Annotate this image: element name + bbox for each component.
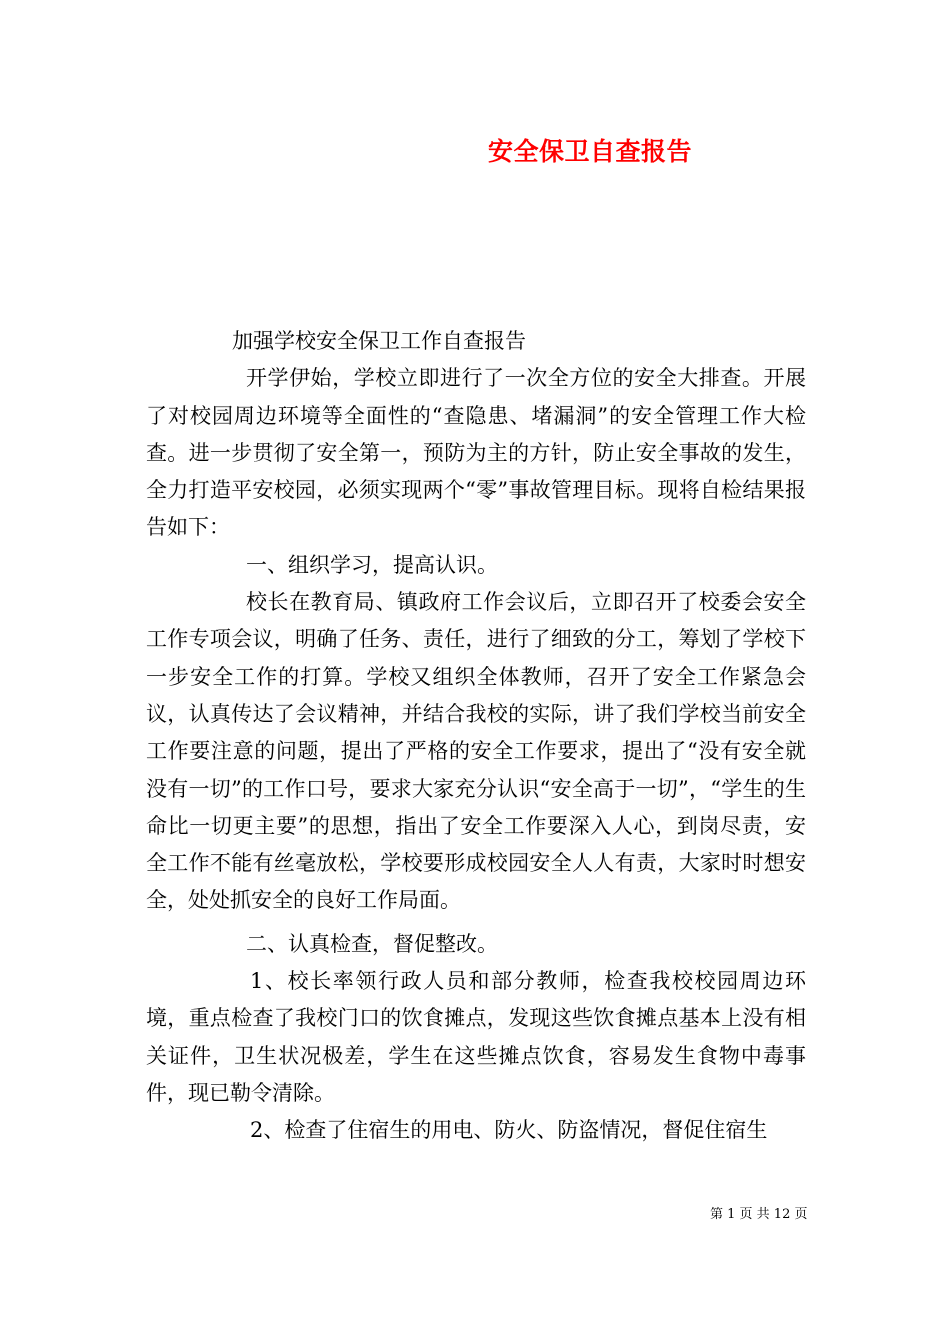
page-number-footer: 第 1 页 共 12 页 <box>710 1207 808 1222</box>
section-2-heading: 二、认真检查，督促整改。 <box>246 931 498 956</box>
section-1-paragraph: 校长在教育局、镇政府工作会议后，立即召开了校委会安全工作专项会议，明确了任务、责任，进行了细致的分工，筹划了学校下一步安全工作的打算。学校又组织全体教师，召开了安全工作紧急会议，认真传达了会议精神，并结合我校的实际，讲了我们学校当前安全工作要注意的问题，提出了严格的安全工作要求，提出了“没有安全就没有一切”的工作口号，要求大家充分认识“安全高于一切”，“学生的生命比一切更主要”的思想，指出了安全工作要深入人心，到岗尽责，安全工作不能有丝毫放松，学校要形成校园安全人人有责，大家时时想安全，处处抓安全的良好工作局面。 <box>146 590 806 913</box>
document-body <box>146 323 806 1150</box>
document-subtitle: 加强学校安全保卫工作自查报告 <box>232 329 526 353</box>
section-1-heading: 一、组织学习，提高认识。 <box>246 552 498 577</box>
section-2-item-1: 1、校长率领行政人员和部分教师，检查我校校园周边环境，重点检查了我校门口的饮食摊点，发现这些饮食摊点基本上没有相关证件，卫生状况极差，学生在这些摊点饮食，容易发生食物中毒事件，现已勒令清除。 <box>146 969 806 1105</box>
document-title: 安全保卫自查报告 <box>488 137 693 166</box>
intro-paragraph: 开学伊始，学校立即进行了一次全方位的安全大排查。开展了对校园周边环境等全面性的“查隐患、堵漏洞”的安全管理工作大检查。进一步贯彻了安全第一，预防为主的方针，防止安全事故的发生，全力打造平安校园，必须实现两个“零”事故管理目标。现将自检结果报告如下： <box>146 366 806 540</box>
section-2-item-2: 2、检查了住宿生的用电、防火、防盗情况，督促住宿生 <box>250 1118 768 1143</box>
